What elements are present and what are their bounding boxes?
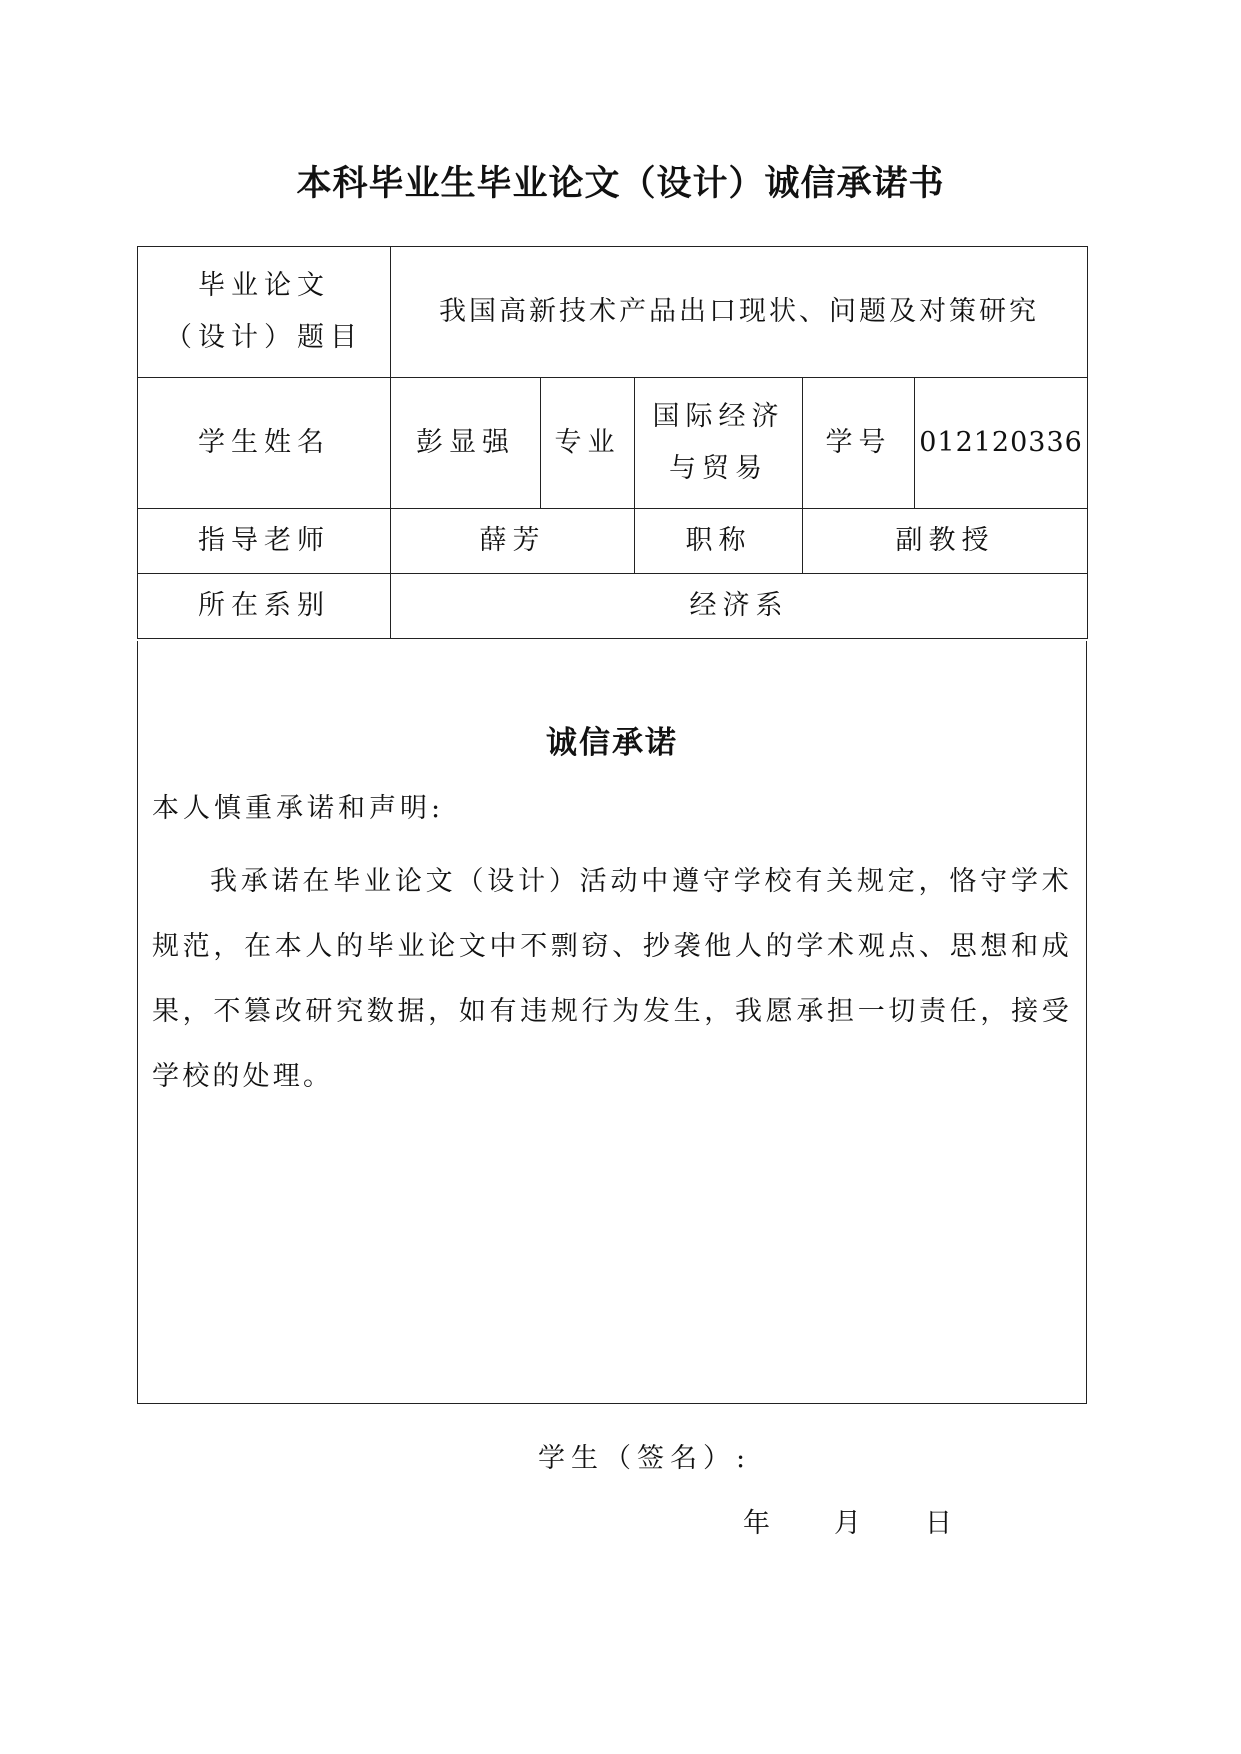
table-row-student (138, 378, 1088, 509)
major-value-line1: 国际经济 (652, 401, 785, 432)
thesis-title-label-line2: （设计）题目 (165, 322, 363, 353)
table-row-department (138, 574, 1088, 639)
student-name-label: 学生姓名 (138, 378, 391, 509)
table-row-advisor (138, 509, 1088, 574)
major-value-line2: 与贸易 (669, 453, 768, 484)
thesis-title-value: 我国高新技术产品出口现状、问题及对策研究 (391, 247, 1088, 378)
date-month-label: 月 (834, 1508, 861, 1539)
major-label: 专业 (541, 378, 635, 509)
signature-label: 学生（签名）: (538, 1443, 752, 1474)
department-value: 经济系 (391, 574, 1088, 639)
thesis-title-label (138, 247, 391, 378)
student-id-label: 学号 (803, 378, 915, 509)
title-rank-label: 职称 (635, 509, 803, 574)
table-row-thesis-title (138, 247, 1088, 378)
advisor-value: 薛芳 (391, 509, 635, 574)
info-table (137, 246, 1088, 639)
date-year-label: 年 (743, 1508, 770, 1539)
title-rank-value: 副教授 (803, 509, 1088, 574)
pledge-section (137, 641, 1087, 1539)
student-name-value: 彭显强 (391, 378, 541, 509)
advisor-label: 指导老师 (138, 509, 391, 574)
document-title: 本科毕业生毕业论文（设计）诚信承诺书 (296, 164, 945, 204)
department-label: 所在系别 (138, 574, 391, 639)
pledge-heading: 诚信承诺 (546, 725, 678, 761)
date-line (743, 1501, 952, 1540)
date-day-label: 日 (925, 1508, 952, 1539)
pledge-intro: 本人慎重承诺和声明: (152, 793, 445, 824)
student-id-value: 012120336 (915, 378, 1088, 509)
pledge-body: 我承诺在毕业论文（设计）活动中遵守学校有关规定，恪守学术规范，在本人的毕业论文中不剽窃、抄袭他人的学术观点、思想和成果，不篡改研究数据，如有违规行为发生，我愿承担一切责任，接受学校的处理。 (152, 866, 1072, 1092)
major-value (635, 378, 803, 509)
thesis-title-label-line1: 毕业论文 (198, 270, 330, 301)
